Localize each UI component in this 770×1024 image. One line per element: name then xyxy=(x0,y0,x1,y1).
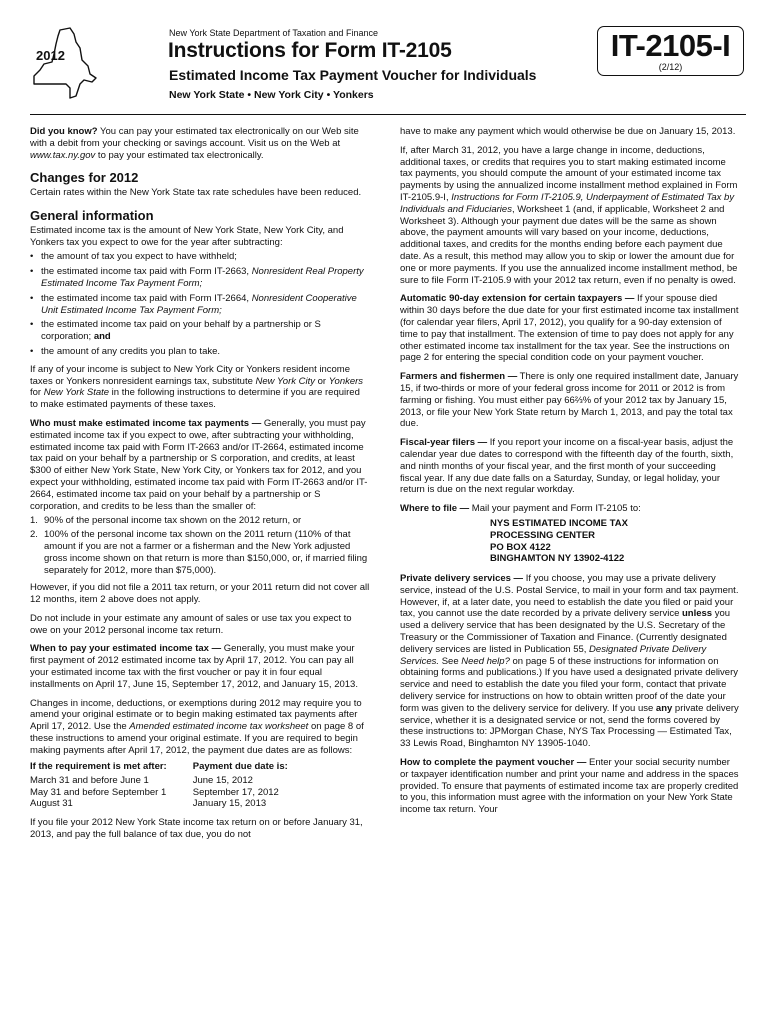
website-link[interactable]: www.tax.ny.gov xyxy=(30,149,96,161)
text-run: See xyxy=(439,655,462,667)
where-to-file-text: Mail your payment and Form IT-2105 to: xyxy=(469,503,641,515)
fiscal-text: If you report your income on a fiscal-year basis, adjust the calendar year due dates to correspond with the fifteenth day of the fourth, sixth, and ninth months of your fiscal year, and the first month of your succeeding fiscal year. If any due date falls on a Saturday, Sunday, or legal holiday, your return is due on the next regular workday. xyxy=(400,437,734,496)
changes-text: Certain rates within the New York State tax rate schedules have been reduced. xyxy=(30,187,362,199)
threshold-list xyxy=(30,515,370,576)
when-to-pay-text: Generally, you must make your first payment of 2012 estimated income tax by April 17, 2012. You can pay all your estimated income tax with the first voucher or pay it in four equal installments on April 17, June 15, September 17, 2012, and January 15, 2013. xyxy=(30,643,358,690)
private-delivery xyxy=(400,573,740,750)
complete-voucher-lead: How to complete the payment voucher — xyxy=(400,757,587,769)
text-run: If you choose, you may use a private delivery service, instead of the U.S. Postal Service, to mail in your form and tax payment. However, if, at a later date, you need to establish the date you filed or paid your tax, you cannot use the date recorded by a private delivery service xyxy=(400,573,739,620)
list-item-conjunction: and xyxy=(93,331,111,343)
new-york-state-map-icon xyxy=(30,26,98,100)
text-run: New York City xyxy=(255,375,315,387)
who-must-pay xyxy=(30,418,370,512)
fiscal-year-filers xyxy=(400,437,740,496)
list-item xyxy=(30,529,370,576)
left-column xyxy=(30,126,370,848)
complete-voucher-text: Enter your social security number or taxpayer identification number and print your name and address in the spaces provided. To ensure that payments of estimated income tax are properly credited to you, this information must agree with the information on your New York State income tax return. Your xyxy=(400,757,739,816)
private-delivery-lead: Private delivery services — xyxy=(400,573,524,585)
text-run: you used a delivery service that has been designated by the U.S. Secretary of the Treasury or the Commissioner of Taxation and Finance. (Currently designated delivery services are listed in Publication 55, xyxy=(400,608,731,655)
who-must-pay-lead: Who must make estimated income tax payments — xyxy=(30,417,262,429)
text-run: Yonkers xyxy=(328,375,364,387)
right-column xyxy=(400,126,740,823)
table-cell: August 31 xyxy=(30,798,73,810)
jurisdictions xyxy=(169,89,374,101)
changes-heading: Changes for 2012 xyxy=(30,170,139,186)
fiscal-lead: Fiscal-year filers — xyxy=(400,437,488,449)
due-date-table xyxy=(30,761,314,810)
farmers-text: There is only one required installment date, January 15, if two-thirds or more of your federal gross income for 2011 or 2012 is from farming or fishing. You must either pay 66⅔% of your 2012 tax by January 15, 2013, or file your New York State return by March 1, 2013, and pay the total tax due. xyxy=(400,371,739,430)
did-you-know-text: You can pay your estimated tax electronically on our Web site with a debit from your checking or savings account. Visit us on the Web at xyxy=(30,126,359,149)
bullet-separator: • xyxy=(247,89,254,101)
text-run: or xyxy=(314,375,329,387)
did-you-know xyxy=(30,126,370,161)
list-number: 2. xyxy=(30,529,38,541)
table-cell: March 31 and before June 1 xyxy=(30,775,149,787)
publication-name: Instructions for Form IT-2105.9, Underpayment of Estimated Tax by Individuals and Fiduciaries xyxy=(400,191,735,215)
table-row xyxy=(30,798,314,810)
table-cell: June 15, 2012 xyxy=(192,775,253,787)
text-run: on page 5 of these instructions for information on obtaining forms and publications.) If you have used a designated private delivery service and need to establish the date you filed your form, contact that private delivery service for instructions on how to obtain written proof of the date your form was given to the delivery service for delivery. If you use xyxy=(400,655,738,714)
changes-in-income xyxy=(30,698,370,757)
text-run: in the following instructions to determine if you are required to make estimated payments of these taxes. xyxy=(30,387,360,411)
jurisdiction-state: New York State xyxy=(169,89,245,101)
address-line: PO BOX 4122 xyxy=(490,541,551,553)
subtract-list xyxy=(30,251,370,357)
form-id: IT-2105-I xyxy=(610,28,731,63)
list-item-text: the estimated income tax paid with Form IT-2663, xyxy=(41,266,252,278)
publication-name: Designated Private Delivery Services. xyxy=(400,643,707,667)
did-you-know-text-end: to pay your estimated tax electronically. xyxy=(95,149,264,161)
section-reference: Need help? xyxy=(461,655,510,667)
text-run: New York State xyxy=(43,387,110,399)
resident-note xyxy=(30,364,370,411)
column-header: Payment due date is: xyxy=(192,760,288,772)
list-item xyxy=(30,346,370,358)
text-run: on page 8 of these instructions to amend your original estimate. If you are required to begin making payments after April 17, 2012, the payment due dates are as follows: xyxy=(30,721,364,756)
list-item xyxy=(30,266,370,290)
text-run: If, after March 31, 2012, you have a large change in income, deductions, additional taxes, or credits that requires you to start making estimated income tax payments, you should compute the amount of your estimated income tax payments by using the annualized income installment method explained in Form IT-2105.9-I, xyxy=(400,144,738,203)
page-title: Instructions for Form IT-2105 xyxy=(168,39,452,62)
tax-year: 2012 xyxy=(36,48,65,63)
text-run: Changes in income, deductions, or exemptions during 2012 may require you to amend your original estimate or to begin making estimated tax payments after April 17, 2012. Use the xyxy=(30,697,362,733)
page-header xyxy=(0,0,770,120)
however-note: However, if you did not file a 2011 tax return, or your 2011 return did not cover all 12 months, item 2 above does not apply. xyxy=(30,582,370,606)
list-item xyxy=(30,515,370,527)
emphasis: any xyxy=(655,702,673,714)
table-cell: May 31 and before September 1 xyxy=(30,786,167,798)
emphasis: unless xyxy=(682,608,713,620)
list-item-text: the amount of tax you expect to have withheld; xyxy=(41,251,237,263)
auto-extension-lead: Automatic 90-day extension for certain taxpayers — xyxy=(400,293,635,305)
department-name: New York State Department of Taxation and Finance xyxy=(169,28,378,38)
text-run: , Worksheet 1 (and, if applicable, Worksheet 2 and Worksheet 3). Although your payment due dates will be the same as shown above, the payment amounts will vary based on your income, deductions, additional taxes, and credits for the months ending before each payment due date. As a result, this method may allow you to skip or lower the amount due for one or more payments. If you use the annualized income installment method, be sure to file Form IT-2105.9 with your 2012 tax return, even if no penalty is owed. xyxy=(400,203,738,286)
list-item xyxy=(30,293,370,317)
form-name: Nonresident Real Property Estimated Income Tax Payment Form; xyxy=(41,266,364,289)
header-divider xyxy=(30,114,746,115)
column-header: If the requirement is met after: xyxy=(30,760,167,772)
jurisdiction-city: New York City xyxy=(254,89,324,101)
farmers-lead: Farmers and fishermen — xyxy=(400,371,518,383)
continued-text: have to make any payment which would otherwise be due on January 15, 2013. xyxy=(400,126,736,137)
bullet-separator: • xyxy=(326,89,333,101)
form-revision: (2/12) xyxy=(658,62,683,72)
list-item-text: 100% of the personal income tax shown on the 2011 return (110% of that amount if you are not a farmer or a fisherman and the New York adjusted gross income shown on that return is more than $150,000, or, if married filing separately for 2012, more than $75,000). xyxy=(44,529,368,576)
table-cell: January 15, 2013 xyxy=(192,798,267,810)
table-header-row xyxy=(30,761,314,776)
form-name: Nonresident Cooperative Unit Estimated Income Tax Payment Form; xyxy=(41,292,357,316)
text-run: for xyxy=(30,387,44,399)
table-cell: September 17, 2012 xyxy=(192,786,279,798)
did-you-know-lead: Did you know? xyxy=(30,126,98,137)
address-line: BINGHAMTON NY 13902-4122 xyxy=(490,553,625,565)
worksheet-name: Amended estimated income tax worksheet xyxy=(129,721,309,733)
when-to-pay-lead: When to pay your estimated income tax — xyxy=(30,643,222,655)
list-item xyxy=(30,319,370,343)
list-item-text: the amount of any credits you plan to take. xyxy=(41,345,221,357)
list-item-text: the estimated income tax paid on your behalf by a partnership or S corporation; xyxy=(41,319,321,343)
when-to-pay xyxy=(30,643,370,690)
table-row xyxy=(30,775,314,787)
if-you-file-note: If you file your 2012 New York State income tax return on or before January 31, 2013, and pay the full balance of tax due, you do not xyxy=(30,817,363,840)
list-item xyxy=(30,251,370,263)
page-subtitle: Estimated Income Tax Payment Voucher for Individuals xyxy=(169,67,537,83)
auto-extension-text: If your spouse died within 30 days before the due date for your first estimated income tax installment (for calendar year filers, April 17, 2012), you qualify for a 90-day extension of time to pay that installment. The extension of time to pay does not apply for any other estimated income tax installment for the tax year. See the instructions on page 2 for entering the special condition code on your payment voucher. xyxy=(400,293,739,364)
complete-voucher xyxy=(400,757,740,816)
text-run: If any of your income is subject to New York City or Yonkers resident income taxes or Yonkers nonresident earnings tax, substitute xyxy=(30,363,350,387)
sales-tax-note: Do not include in your estimate any amount of sales or use tax you expect to owe on your 2012 personal income tax return. xyxy=(30,612,352,636)
where-to-file xyxy=(400,503,740,515)
address-line: NYS ESTIMATED INCOME TAX xyxy=(490,517,628,529)
auto-extension xyxy=(400,293,740,364)
general-info-heading: General information xyxy=(30,207,154,223)
list-item-text: 90% of the personal income tax shown on the 2012 return, or xyxy=(44,515,302,527)
general-intro: Estimated income tax is the amount of New York State, New York City, and Yonkers tax you expect to owe for the year after subtracting: xyxy=(30,224,344,248)
list-number: 1. xyxy=(30,515,38,527)
mailing-address xyxy=(490,518,740,565)
where-to-file-lead: Where to file — xyxy=(400,503,470,515)
form-id-box xyxy=(597,26,744,76)
who-must-pay-text: Generally, you must pay estimated income tax if you expect to owe, after subtracting your withholding, estimated income tax paid with Form IT-2663 and/or IT-2664, estimated income tax paid on your behalf by a partnership or S corporation, and credits, at least $300 of either New York State, New York City, or Yonkers tax for 2012, and you expect your withholding, estimated income tax paid with Form IT-2663 and/or IT-2664, estimated income tax paid on your behalf by a partnership or S corporation, and credits to be less than the smaller of: xyxy=(30,417,368,512)
table-row xyxy=(30,787,314,799)
text-run: private delivery service, whether it is a designated service or not, send the forms covered by these instructions to: JPMorgan Chase, NYS Tax Processing — Estimated Tax, 33 Lewis Road, Binghamton NY 13905-1040. xyxy=(400,702,739,750)
farmers-fishermen xyxy=(400,371,740,430)
list-item-text: the estimated income tax paid with Form IT-2664, xyxy=(41,292,252,304)
jurisdiction-yonkers: Yonkers xyxy=(332,89,374,101)
large-change-note xyxy=(400,145,740,287)
address-line: PROCESSING CENTER xyxy=(490,529,596,541)
